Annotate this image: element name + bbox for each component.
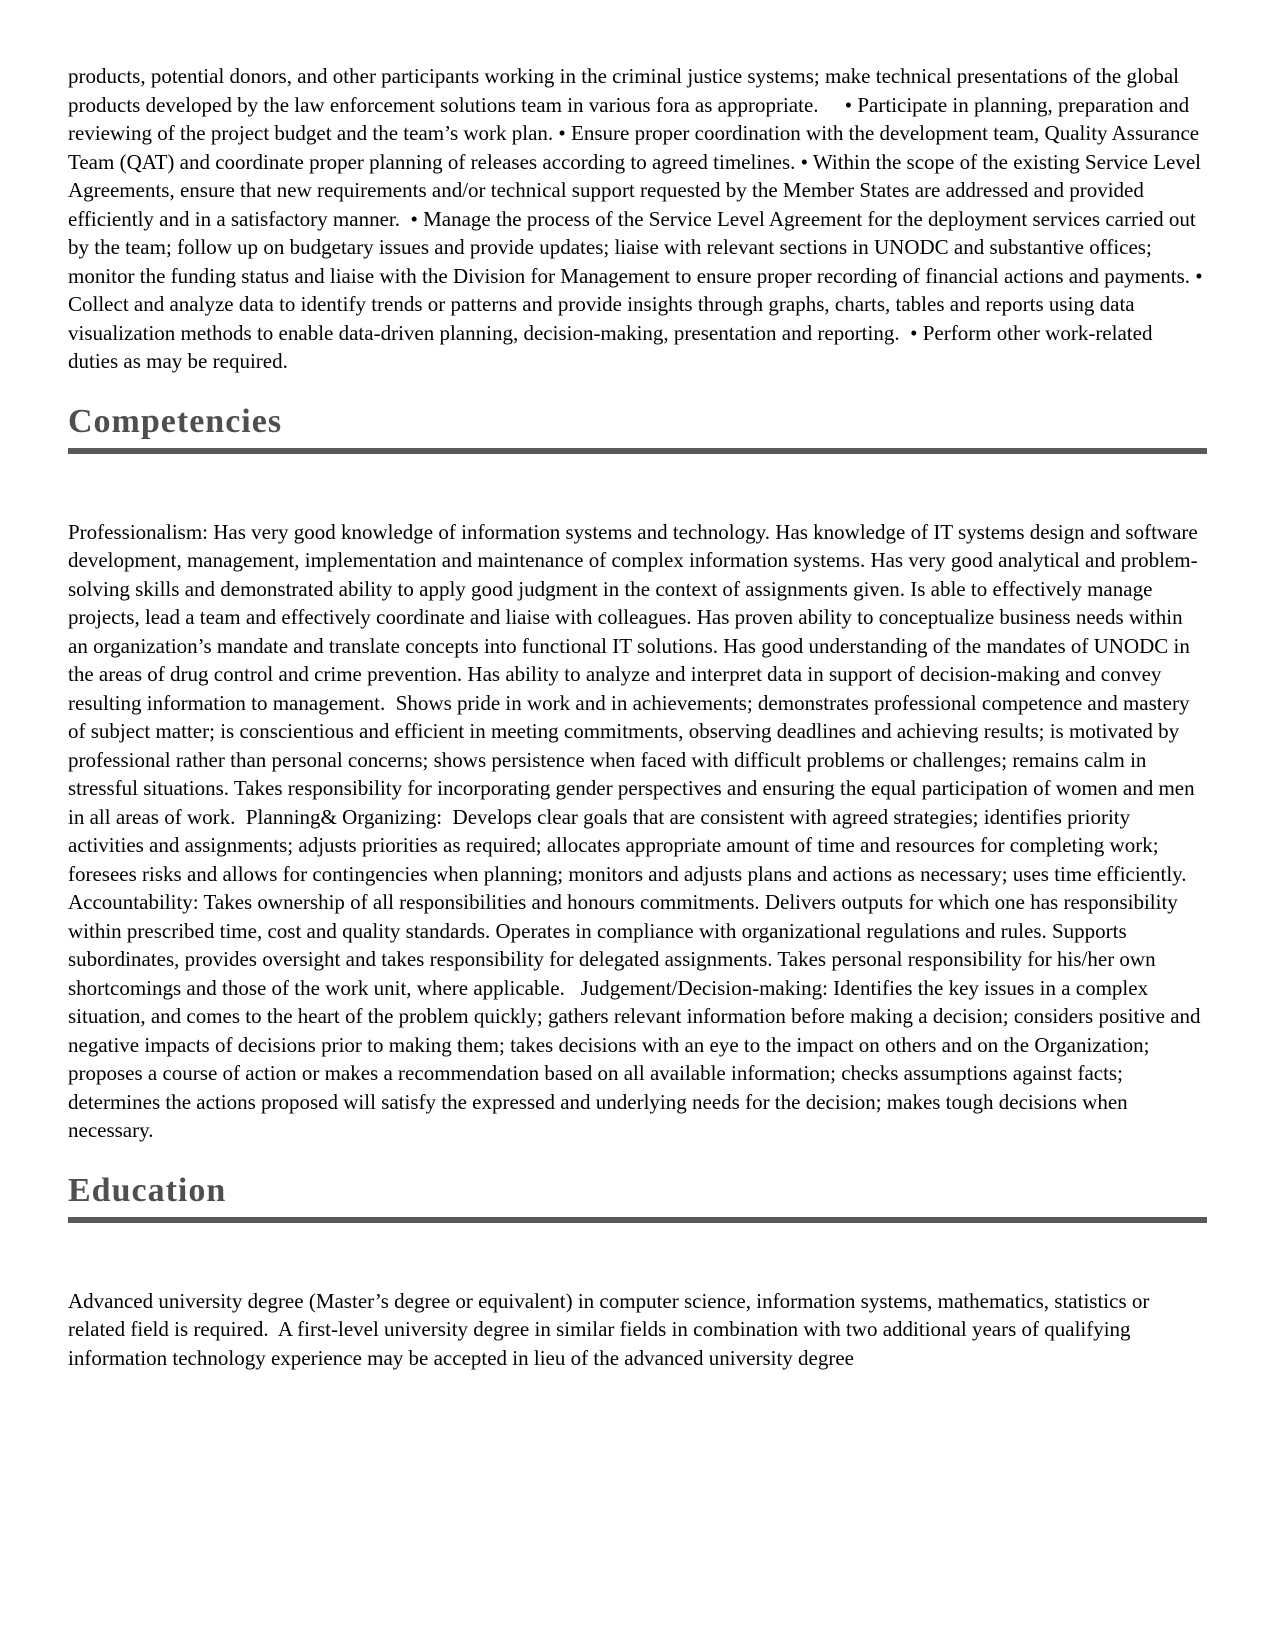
section-divider-competencies	[68, 448, 1207, 454]
competencies-paragraph: Professionalism: Has very good knowledge of information systems and technology. Has knowledge of IT systems design and software development, management, implementation and maintenance of complex information systems. Has very good analytical and problem-solving skills and demonstrated ability to apply good judgment in the context of assignments given. Is able to effectively manage projects, lead a team and effectively coordinate and liaise with colleagues. Has proven ability to conceptualize business needs within an organization’s mandate and translate concepts into functional IT solutions. Has good understanding of the mandates of UNODC in the areas of drug control and crime prevention. Has ability to analyze and interpret data in support of decision-making and convey resulting information to management. Shows pride in work and in achievements; demonstrates professional competence and mastery of subject matter; is conscientious and efficient in meeting commitments, observing deadlines and achieving results; is motivated by professional rather than personal concerns; shows persistence when faced with difficult problems or challenges; remains calm in stressful situations. Takes responsibility for incorporating gender perspectives and ensuring the equal participation of women and men in all areas of work. Planning& Organizing: Develops clear goals that are consistent with agreed strategies; identifies priority activities and assignments; adjusts priorities as required; allocates appropriate amount of time and resources for completing work; foresees risks and allows for contingencies when planning; monitors and adjusts plans and actions as necessary; uses time efficiently. Accountability: Takes ownership of all responsibilities and honours commitments. Delivers outputs for which one has responsibility within prescribed time, cost and quality standards. Operates in compliance with organizational regulations and rules. Supports subordinates, provides oversight and takes responsibility for delegated assignments. Takes personal responsibility for his/her own shortcomings and those of the work unit, where applicable. Judgement/Decision-making: Identifies the key issues in a complex situation, and comes to the heart of the problem quickly; gathers relevant information before making a decision; considers positive and negative impacts of decisions prior to making them; takes decisions with an eye to the impact on others and on the Organization; proposes a course of action or makes a recommendation based on all available information; checks assumptions against facts; determines the actions proposed will satisfy the expressed and underlying needs for the decision; makes tough decisions when necessary.	[68, 519, 1206, 1142]
section-divider-education	[68, 1217, 1207, 1223]
section-heading-competencies: Competencies	[68, 402, 283, 440]
education-paragraph: Advanced university degree (Master’s degree or equivalent) in computer science, information systems, mathematics, statistics or related field is required. A first-level university degree in similar fields in combination with two additional years of qualifying information technology experience may be accepted in lieu of the advanced university degree	[68, 1288, 1155, 1370]
section-heading-education: Education	[68, 1171, 227, 1209]
intro-paragraph: products, potential donors, and other participants working in the criminal justice systems; make technical presentations of the global products developed by the law enforcement solutions team in various fora as appropriate. • Participate in planning, preparation and reviewing of the project budget and the team’s work plan. • Ensure proper coordination with the development team, Quality Assurance Team (QAT) and coordinate proper planning of releases according to agreed timelines. • Within the scope of the existing Service Level Agreements, ensure that new requirements and/or technical support requested by the Member States are addressed and provided efficiently and in a satisfactory manner. • Manage the process of the Service Level Agreement for the deployment services carried out by the team; follow up on budgetary issues and provide updates; liaise with relevant sections in UNODC and substantive offices; monitor the funding status and liaise with the Division for Management to ensure proper recording of financial actions and payments. • Collect and analyze data to identify trends or patterns and provide insights through graphs, charts, tables and reports using data visualization methods to enable data-driven planning, decision-making, presentation and reporting. • Perform other work-related duties as may be required.	[68, 64, 1208, 373]
